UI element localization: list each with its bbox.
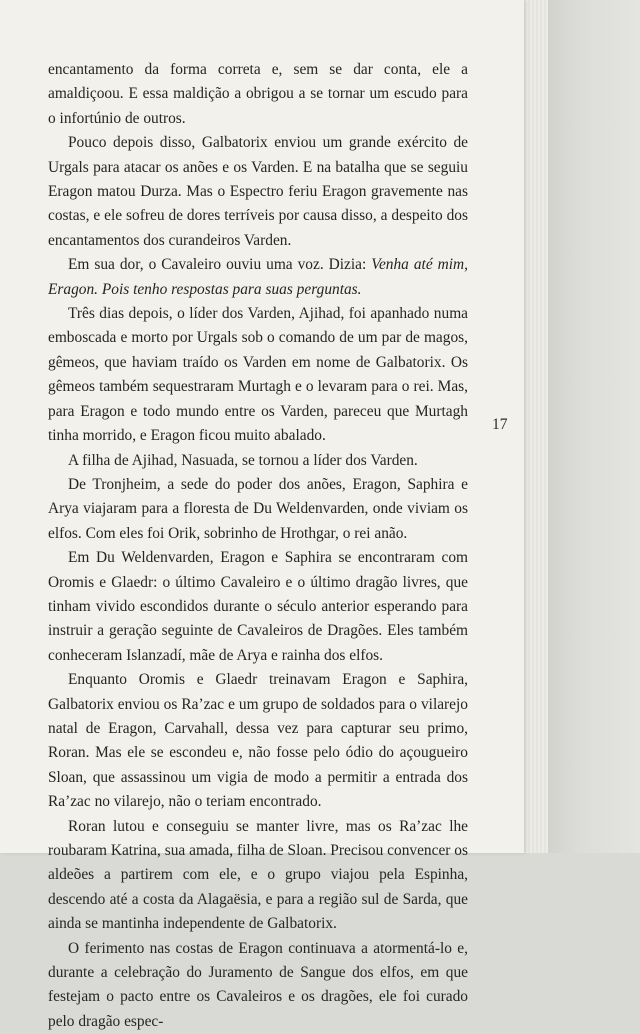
paragraph: Enquanto Oromis e Glaedr treinavam Eragon e Saphira, Galbatorix enviou os Ra’zac e um grupo de soldados para o vilarejo natal de Eragon, Carvahall, dessa vez para capturar seu primo, Roran. Mas ele se escondeu e, não fosse pelo ódio do açougueiro Sloan, que assassinou um vigia de modo a permitir a entrada dos Ra’zac no vilarejo, não o teriam encontrado. (48, 671, 468, 811)
paragraph: encantamento da forma correta e, sem se dar conta, ele a amaldiçoou. E essa maldição a obrigou a se tornar um escudo para o infortúnio de outros. (48, 61, 468, 127)
paragraph: De Tronjheim, a sede do poder dos anões, Eragon, Saphira e Arya viajaram para a floresta de Du Weldenvarden, onde viviam os elfos. Com eles foi Orik, sobrinho de Hrothgar, o rei anão. (48, 475, 468, 542)
body-text (48, 58, 468, 1034)
paragraph: Pouco depois disso, Galbatorix enviou um grande exército de Urgals para atacar os anões e os Varden. E na batalha que se seguiu Eragon matou Durza. Mas o Espectro feriu Eragon gravemente nas costas, e ele sofreu de dores terríveis por causa disso, a despeito dos encantamentos dos curandeiros Varden. (48, 134, 468, 249)
paragraph: O ferimento nas costas de Eragon continuava a atormentá-lo e, durante a celebração do Juramento de Sangue dos elfos, em que festejam o pacto entre os Cavaleiros e os dragões, ele foi curado pelo dragão espec- (48, 939, 468, 1030)
paragraph: Três dias depois, o líder dos Varden, Ajihad, foi apanhado numa emboscada e morto por Urgals sob o comando de um par de magos, gêmeos, que haviam traído os Varden em nome de Galbatorix. Os gêmeos também sequestraram Murtagh e o levaram para o rei. Mas, para Eragon e todo mundo entre os Varden, pareceu que Murtagh tinha morrido, e Eragon ficou muito abalado. (48, 305, 468, 445)
paragraph: Em sua dor, o Cavaleiro ouviu uma voz. Dizia: Venha até mim, Eragon. Pois tenho respostas para suas perguntas. (48, 256, 469, 298)
background-surface (540, 0, 640, 853)
paragraph: Em Du Weldenvarden, Eragon e Saphira se encontraram com Oromis e Glaedr: o último Cavaleiro e o último dragão livres, que tinham vivido escondidos durante o século anterior esperando para instruir a geração seguinte de Cavaleiros de Dragões. Eles também conheceram Islanzadí, mãe de Arya e rainha dos elfos. (48, 549, 468, 664)
paragraph: Roran lutou e conseguiu se manter livre, mas os Ra’zac lhe roubaram Katrina, sua amada, filha de Sloan. Precisou convencer os aldeões a partirem com ele, e o grupo viajou pela Espinha, descendo até a costa da Alagaësia, e para a região sul de Sarda, que ainda se mantinha independente de Galbatorix. (48, 817, 468, 933)
paragraph: A filha de Ajihad, Nasuada, se tornou a líder dos Varden. (68, 451, 418, 469)
italic-quote: Venha até mim, Eragon. Pois tenho respostas para suas perguntas. (48, 256, 469, 298)
page-number: 17 (492, 416, 508, 433)
